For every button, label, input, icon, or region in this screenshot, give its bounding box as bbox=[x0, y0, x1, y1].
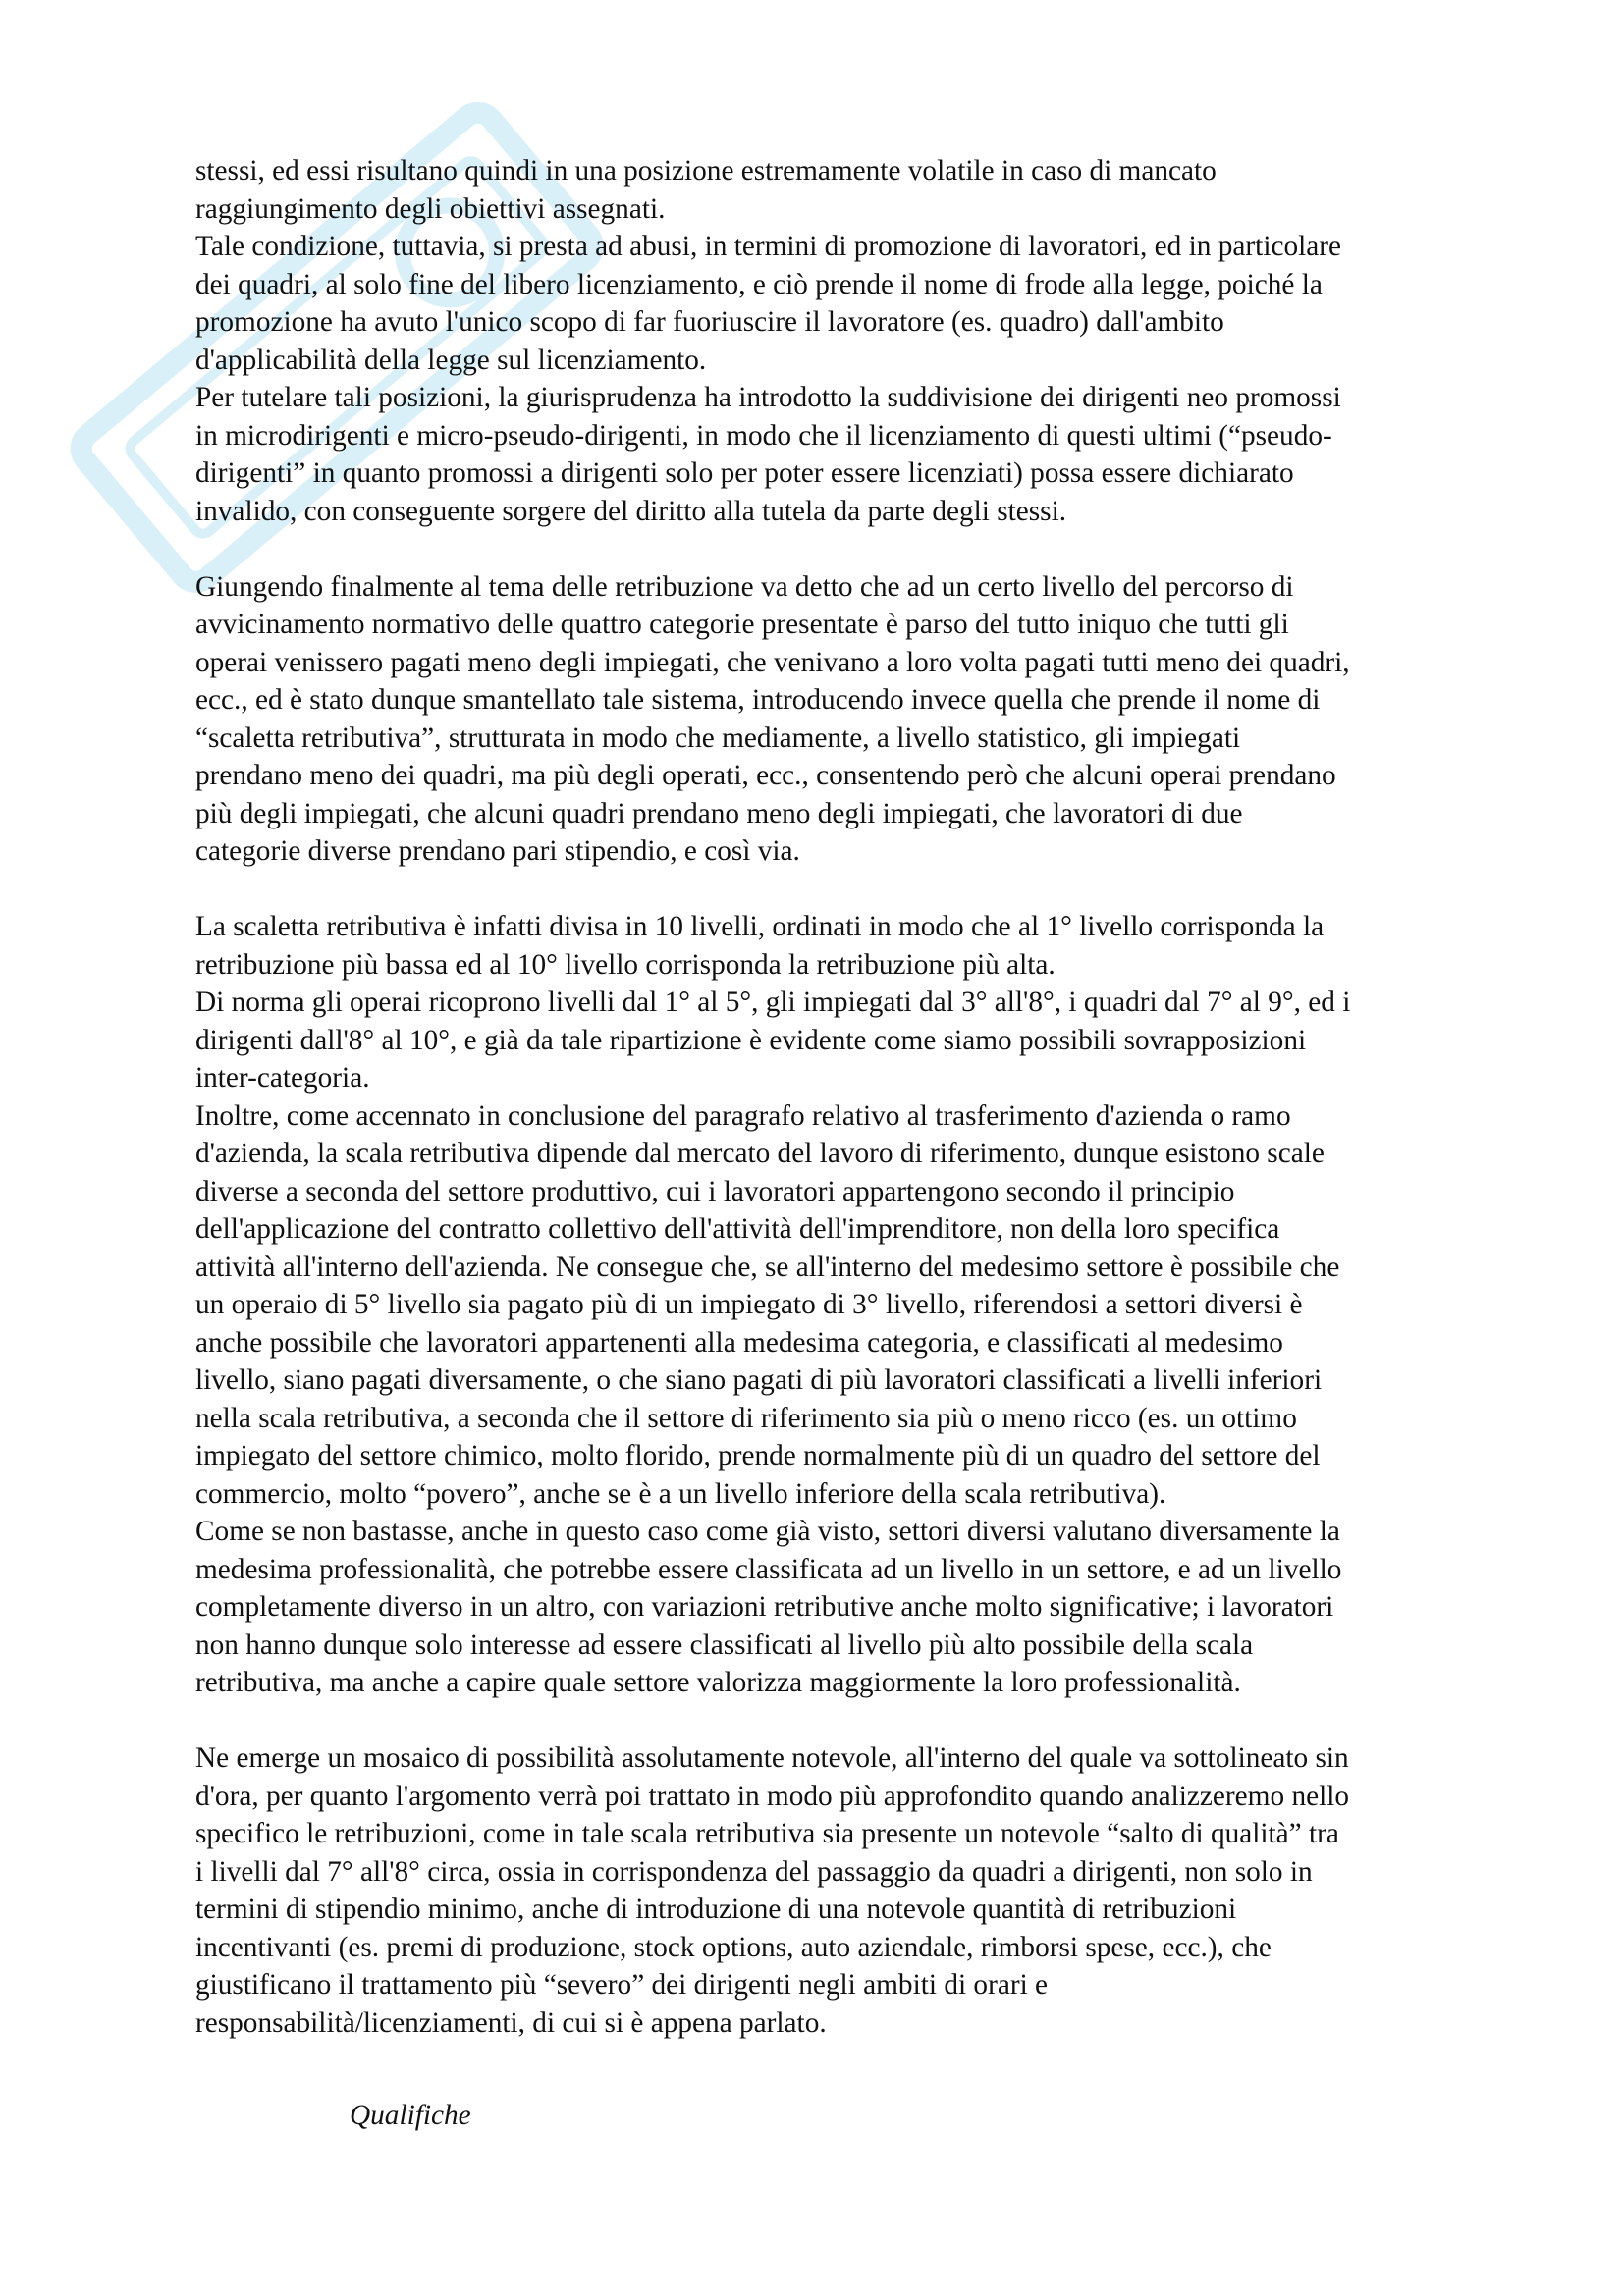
text-line: ecc., ed è stato dunque smantellato tale sistema, introducendo invece quella che prende il nome di bbox=[195, 684, 1321, 716]
text-line: d'azienda, la scala retributiva dipende dal mercato del lavoro di riferimento, dunque esistono scale bbox=[195, 1138, 1325, 1169]
text-line: livello, siano pagati diversamente, o che siano pagati di più lavoratori classificati a livelli inferiori bbox=[195, 1364, 1323, 1396]
text-line: “scaletta retributiva”, strutturata in modo che mediamente, a livello statistico, gli impiegati bbox=[195, 721, 1241, 754]
text-line: d'applicabilità della legge sul licenziamento. bbox=[195, 344, 707, 376]
paragraph bbox=[195, 1513, 1491, 1702]
paragraph bbox=[195, 152, 1491, 228]
text-line: Per tutelare tali posizioni, la giurisprudenza ha introdotto la suddivisione dei dirigenti neo promossi bbox=[195, 382, 1341, 413]
text-line: diverse a seconda del settore produttivo, cui i lavoratori appartengono secondo il principio bbox=[195, 1175, 1235, 1207]
text-line: specifico le retribuzioni, come in tale scala retributiva sia presente un notevole “salto di qualità” tra bbox=[195, 1818, 1339, 1849]
text-line: prendano meno dei quadri, ma più degli operati, ecc., consentendo però che alcuni operai prendano bbox=[195, 760, 1336, 791]
text-line: completamente diverso in un altro, con variazioni retributive anche molto significative; i lavoratori bbox=[195, 1591, 1334, 1623]
text-line: dirigenti dall'8° al 10°, e già da tale ripartizione è evidente come siamo possibili sovrapposizioni bbox=[195, 1024, 1307, 1056]
text-line: categorie diverse prendano pari stipendio, e così via. bbox=[195, 835, 800, 867]
text-line: dei quadri, al solo fine del libero licenziamento, e ciò prende il nome di frode alla legge, poiché la bbox=[195, 268, 1323, 300]
text-line: incentivanti (es. premi di produzione, stock options, auto aziendale, rimborsi spese, ecc.), che bbox=[195, 1931, 1272, 1963]
text-line: giustificano il trattamento più “severo” dei dirigenti negli ambiti di orari e bbox=[195, 1969, 1049, 2001]
text-line: commercio, molto “povero”, anche se è a un livello inferiore della scala retributiva). bbox=[195, 1477, 1166, 1510]
text-line: medesima professionalità, che potrebbe essere classificata ad un livello in un settore, e ad un livello bbox=[195, 1553, 1342, 1585]
text-line: inter-categoria. bbox=[195, 1062, 370, 1094]
section-title-qualifiche: Qualifiche bbox=[350, 2100, 471, 2131]
paragraph-spacer bbox=[195, 1702, 1491, 1740]
text-line: dirigenti” in quanto promossi a dirigenti solo per poter essere licenziati) possa essere dichiarato bbox=[195, 457, 1294, 489]
text-line: promozione ha avuto l'unico scopo di far fuoriuscire il lavoratore (es. quadro) dall'ambito bbox=[195, 306, 1224, 338]
text-line: La scaletta retributiva è infatti divisa in 10 livelli, ordinati in modo che al 1° livello corrisponda la bbox=[195, 911, 1325, 942]
text-line: Giungendo finalmente al tema delle retribuzione va detto che ad un certo livello del percorso di bbox=[195, 570, 1294, 603]
text-line: più degli impiegati, che alcuni quadri prendano meno degli impiegati, che lavoratori di due bbox=[195, 797, 1243, 829]
text-line: Inoltre, come accennato in conclusione del paragrafo relativo al trasferimento d'azienda o ramo bbox=[195, 1099, 1291, 1132]
text-line: i livelli dal 7° all'8° circa, ossia in corrispondenza del passaggio da quadri a dirigenti, non solo in bbox=[195, 1855, 1313, 1888]
paragraph bbox=[195, 228, 1491, 379]
text-line: Ne emerge un mosaico di possibilità assolutamente notevole, all'interno del quale va sottolineato sin bbox=[195, 1742, 1349, 1774]
text-line: in microdirigenti e micro-pseudo-dirigenti, in modo che il licenziamento di questi ultimi (“pseudo- bbox=[195, 419, 1332, 452]
paragraph bbox=[195, 984, 1491, 1097]
text-line: anche possibile che lavoratori appartenenti alla medesima categoria, e classificati al medesimo bbox=[195, 1326, 1283, 1359]
text-line: invalido, con conseguente sorgere del diritto alla tutela da parte degli stessi. bbox=[195, 495, 1067, 527]
text-line: stessi, ed essi risultano quindi in una posizione estremamente volatile in caso di mancato bbox=[195, 155, 1217, 187]
text-line: termini di stipendio minimo, anche di introduzione di una notevole quantità di retribuzioni bbox=[195, 1894, 1237, 1925]
paragraph bbox=[195, 379, 1491, 530]
text-line: operai venissero pagati meno degli impiegati, che venivano a loro volta pagati tutti meno dei quadri, bbox=[195, 646, 1350, 678]
text-line: dell'applicazione del contratto collettivo dell'attività dell'imprenditore, non della loro specifica bbox=[195, 1213, 1280, 1245]
text-line: nella scala retributiva, a seconda che il settore di riferimento sia più o meno ricco (es. un ottimo bbox=[195, 1402, 1297, 1434]
paragraph bbox=[195, 908, 1491, 984]
paragraph bbox=[195, 1739, 1491, 2042]
paragraph bbox=[195, 568, 1491, 871]
paragraph-spacer bbox=[195, 530, 1491, 568]
text-line: Come se non bastasse, anche in questo caso come già visto, settori diversi valutano diversamente la bbox=[195, 1516, 1340, 1547]
paragraph-spacer bbox=[195, 871, 1491, 909]
text-line: impiegato del settore chimico, molto florido, prende normalmente più di un quadro del settore del bbox=[195, 1440, 1321, 1471]
document-body bbox=[195, 152, 1491, 2042]
text-line: Tale condizione, tuttavia, si presta ad abusi, in termini di promozione di lavoratori, ed in particolare bbox=[195, 231, 1342, 262]
text-line: responsabilità/licenziamenti, di cui si è appena parlato. bbox=[195, 2006, 827, 2039]
text-line: Di norma gli operai ricoprono livelli dal 1° al 5°, gli impiegati dal 3° all'8°, i quadri dal 7° al 9°, ed i bbox=[195, 987, 1351, 1018]
text-line: un operaio di 5° livello sia pagato più di un impiegato di 3° livello, riferendosi a settori diversi è bbox=[195, 1289, 1303, 1320]
text-line: avvicinamento normativo delle quattro categorie presentate è parso del tutto iniquo che tutti gli bbox=[195, 609, 1289, 640]
text-line: attività all'interno dell'azienda. Ne consegue che, se all'interno del medesimo settore è possibile che bbox=[195, 1251, 1340, 1283]
text-line: retributiva, ma anche a capire quale settore valorizza maggiormente la loro professionalità. bbox=[195, 1667, 1241, 1698]
text-line: d'ora, per quanto l'argomento verrà poi trattato in modo più approfondito quando analizzeremo nello bbox=[195, 1780, 1350, 1812]
paragraph bbox=[195, 1097, 1491, 1514]
text-line: non hanno dunque solo interesse ad essere classificati al livello più alto possibile della scala bbox=[195, 1629, 1254, 1661]
text-line: raggiungimento degli obiettivi assegnati. bbox=[195, 192, 666, 225]
text-line: retribuzione più bassa ed al 10° livello corrisponda la retribuzione più alta. bbox=[195, 948, 1056, 981]
